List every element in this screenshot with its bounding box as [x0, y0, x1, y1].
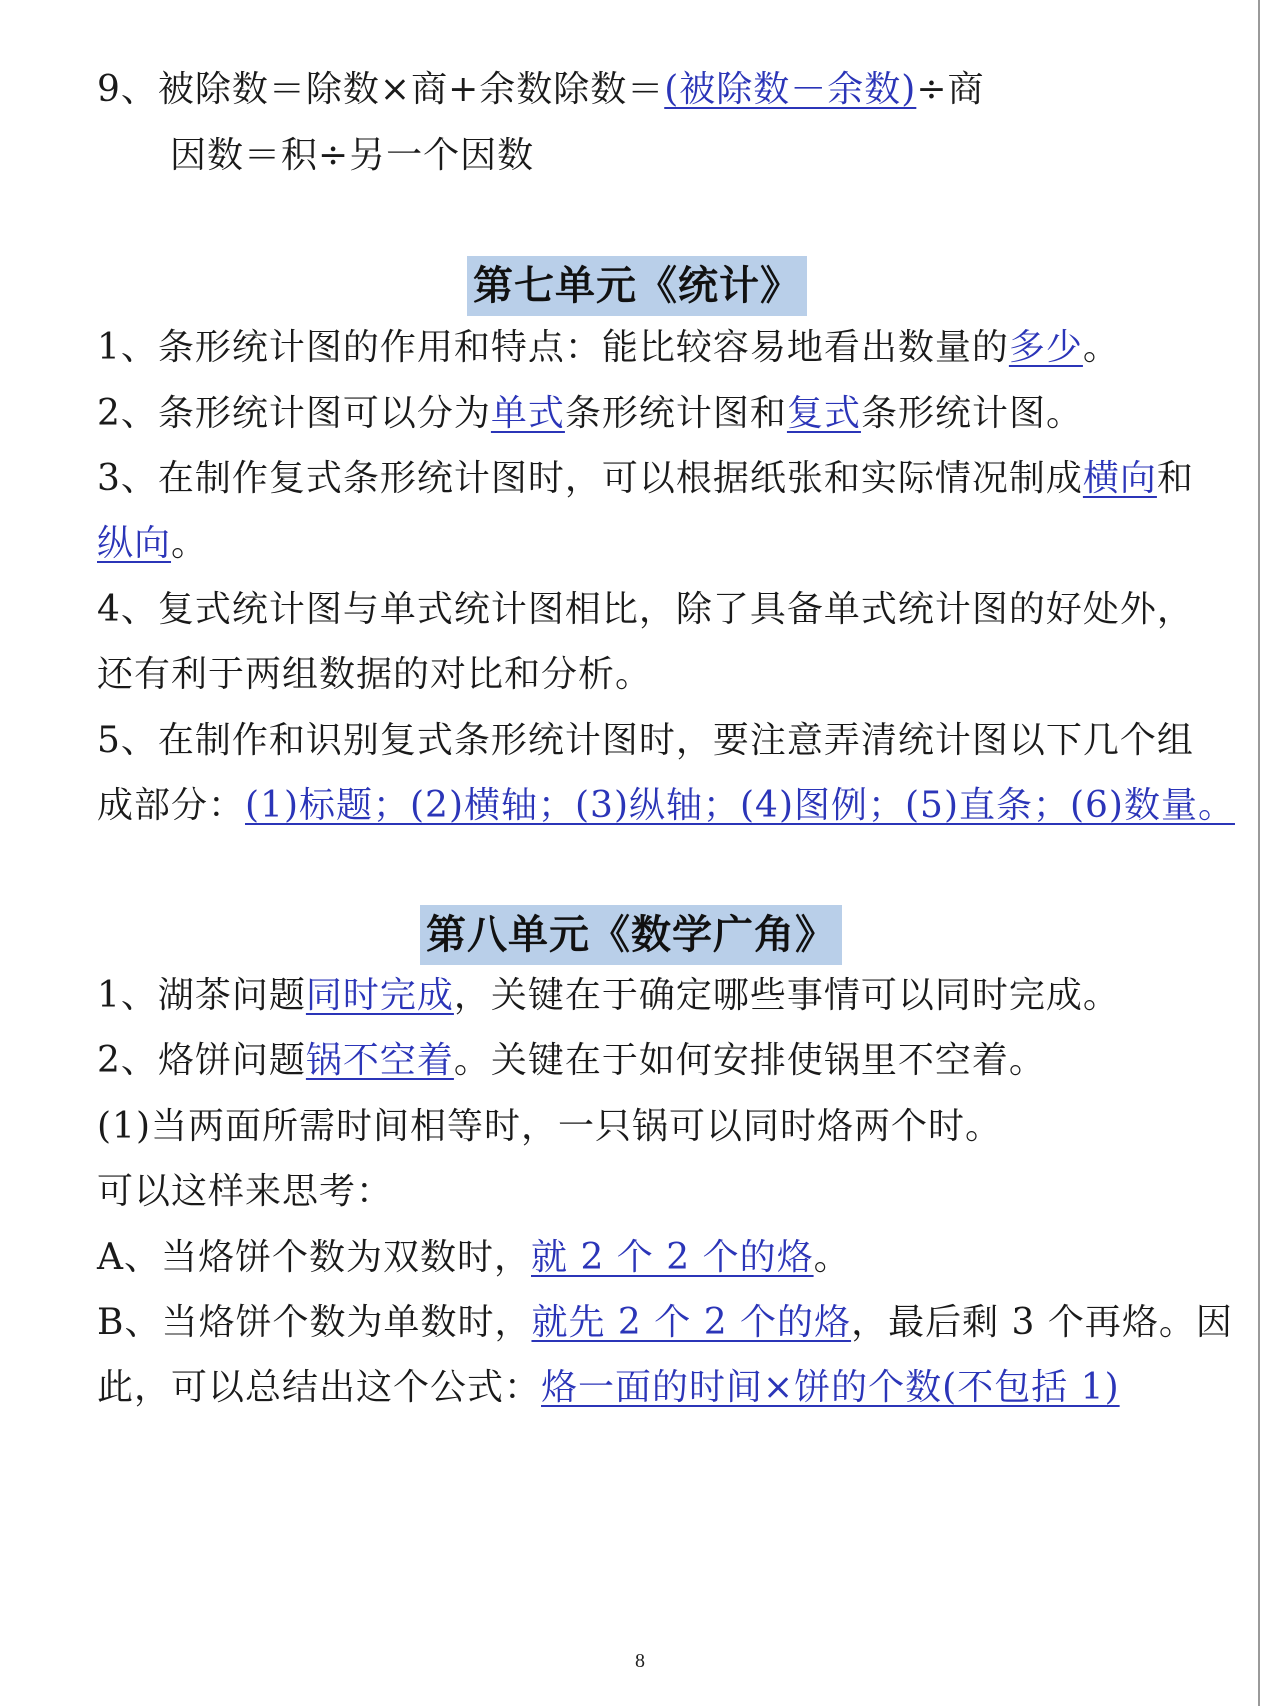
text: ÷商	[916, 69, 985, 110]
answer-underline: 纵向	[97, 523, 172, 564]
unit7-item-4: 4、复式统计图与单式统计图相比，除了具备单式统计图的好处外，	[97, 589, 1194, 630]
answer-underline: 就先 2 个 2 个的烙	[531, 1302, 852, 1343]
text: 此，可以总结出这个公式：	[97, 1367, 542, 1408]
unit8-item-2	[97, 1037, 1046, 1085]
unit7-item-3b	[97, 520, 208, 568]
formula-line-9b: 因数＝积÷另一个因数	[170, 135, 535, 176]
unit8-item-b	[97, 1299, 1233, 1347]
text: 2、烙饼问题	[97, 1040, 306, 1081]
text: 。	[1082, 327, 1120, 368]
answer-underline: 锅不空着	[305, 1040, 454, 1081]
answer-underline: (1)标题；(2)横轴；(3)纵轴；(4)图例；(5)直条；(6)数量。	[245, 785, 1235, 826]
text: 。关键在于如何安排使锅里不空着。	[453, 1040, 1046, 1081]
answer-underline: 复式	[786, 393, 861, 434]
text: 和	[1156, 458, 1194, 499]
unit8-item-1	[97, 972, 1120, 1020]
unit7-item-5b	[97, 782, 1235, 830]
text: ，关键在于确定哪些事情可以同时完成。	[453, 975, 1120, 1016]
text: B、当烙饼个数为单数时，	[97, 1302, 532, 1343]
answer-underline: 横向	[1082, 458, 1157, 499]
unit8-item-a	[97, 1234, 851, 1282]
formula-line-9	[97, 66, 985, 114]
unit8-think: 可以这样来思考：	[97, 1171, 394, 1212]
unit7-item-2	[97, 390, 1083, 438]
text: 成部分：	[97, 785, 246, 826]
text: 1、湖茶问题	[97, 975, 306, 1016]
text: 条形统计图和	[564, 393, 787, 434]
unit8-heading: 第八单元《数学广角》	[420, 905, 842, 965]
answer-underline: 同时完成	[305, 975, 454, 1016]
unit7-item-3	[97, 455, 1194, 503]
text: 2、条形统计图可以分为	[97, 393, 491, 434]
page-edge-line	[1258, 0, 1260, 1706]
unit7-item-5: 5、在制作和识别复式条形统计图时，要注意弄清统计图以下几个组	[97, 720, 1194, 761]
text: 。	[813, 1237, 851, 1278]
unit7-item-4b: 还有利于两组数据的对比和分析。	[97, 654, 653, 695]
page-number: 8	[635, 1650, 645, 1672]
unit8-item-b2	[97, 1364, 1120, 1412]
text: ，最后剩 3 个再烙。因	[851, 1302, 1233, 1343]
answer-underline: 就 2 个 2 个的烙	[531, 1237, 814, 1278]
answer-underline: 单式	[490, 393, 565, 434]
unit7-heading: 第七单元《统计》	[467, 256, 807, 316]
unit7-item-1	[97, 324, 1120, 372]
text: 3、在制作复式条形统计图时，可以根据纸张和实际情况制成	[97, 458, 1083, 499]
answer-underline: 烙一面的时间×饼的个数(不包括 1)	[541, 1367, 1120, 1408]
text: 。	[171, 523, 209, 564]
answer-underline: 多少	[1008, 327, 1083, 368]
text: 1、条形统计图的作用和特点：能比较容易地看出数量的	[97, 327, 1009, 368]
text: A、当烙饼个数为双数时，	[97, 1237, 531, 1278]
text: 条形统计图。	[860, 393, 1083, 434]
text: 9、被除数＝除数×商+余数除数＝	[97, 69, 665, 110]
answer-underline: (被除数－余数)	[664, 69, 917, 110]
unit8-item-2-1: (1)当两面所需时间相等时，一只锅可以同时烙两个时。	[97, 1106, 1002, 1147]
